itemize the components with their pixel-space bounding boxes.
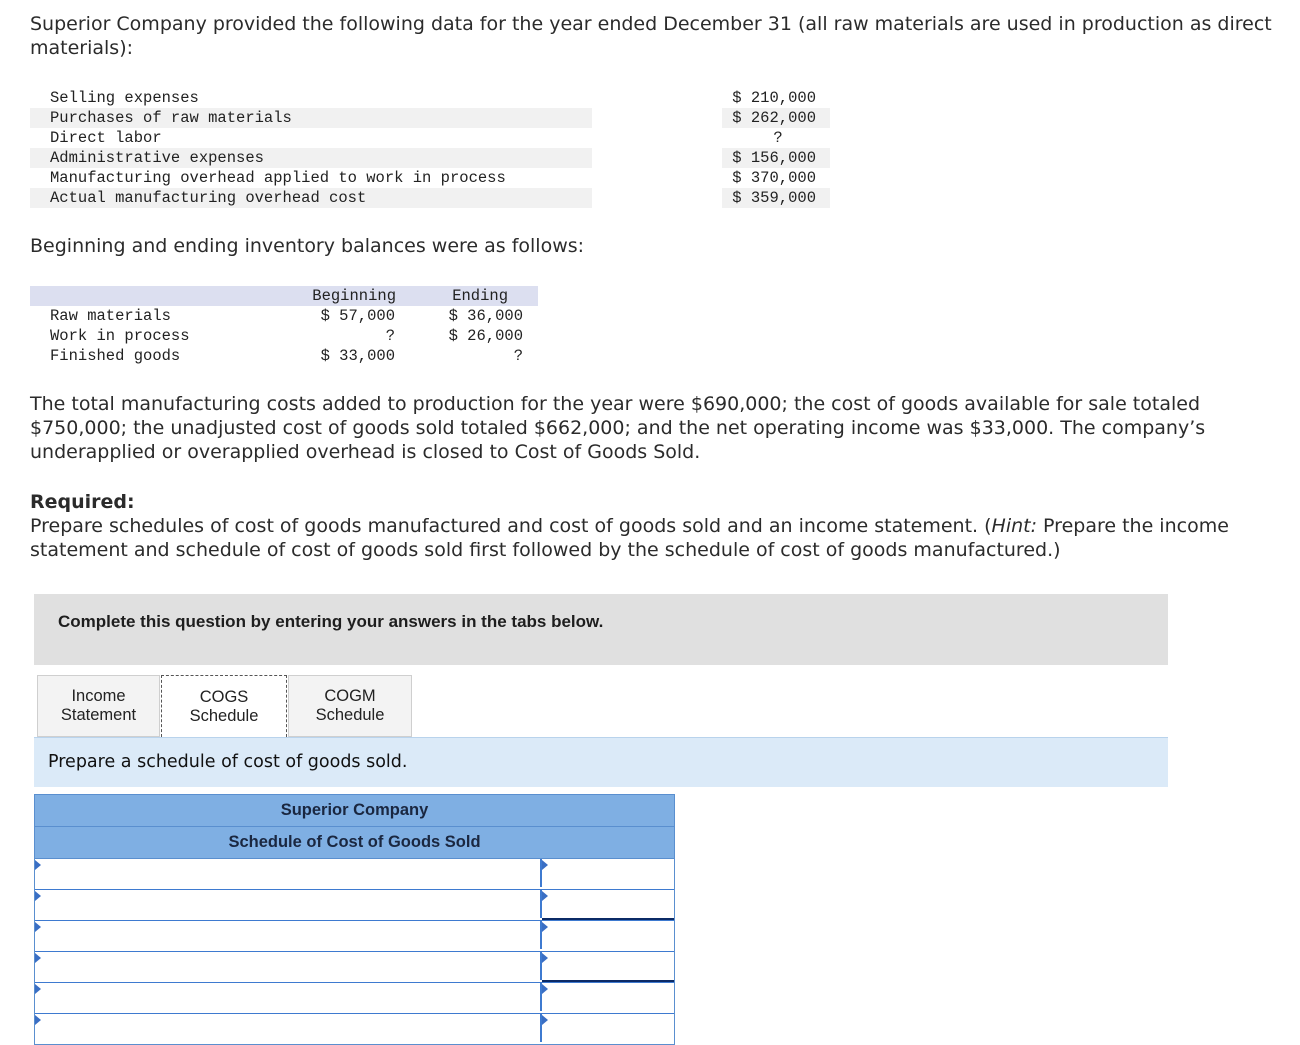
inventory-beginning: $ 57,000 bbox=[320, 307, 395, 325]
schedule-label-input[interactable] bbox=[35, 983, 542, 1011]
schedule-amount-input[interactable] bbox=[542, 859, 674, 887]
dropdown-marker-icon bbox=[35, 922, 41, 932]
tab-label: Statement bbox=[60, 706, 137, 724]
schedule-amount-input[interactable] bbox=[542, 983, 674, 1011]
required-section bbox=[30, 490, 1280, 562]
data-value: $ 156,000 bbox=[732, 149, 816, 167]
data-row bbox=[30, 188, 830, 208]
table-row bbox=[35, 983, 674, 1014]
dropdown-marker-icon bbox=[35, 891, 41, 901]
data-label: Selling expenses bbox=[50, 89, 199, 107]
dropdown-marker-icon bbox=[542, 953, 548, 963]
data-value: $ 262,000 bbox=[732, 109, 816, 127]
inventory-ending: ? bbox=[513, 347, 523, 365]
data-value: $ 210,000 bbox=[732, 89, 816, 107]
inventory-label: Work in process bbox=[50, 327, 190, 345]
banner-text: Complete this question by entering your answers in the tabs below. bbox=[58, 612, 604, 631]
data-row bbox=[30, 108, 830, 128]
data-row bbox=[30, 148, 830, 168]
inventory-ending: $ 26,000 bbox=[448, 327, 523, 345]
dropdown-marker-icon bbox=[542, 1015, 548, 1025]
dropdown-marker-icon bbox=[542, 922, 548, 932]
required-text-part: Prepare schedules of cost of goods manufactured and cost of goods sold and an income statement. ( bbox=[30, 515, 992, 537]
tab-label: COGS bbox=[199, 687, 249, 706]
data-row bbox=[30, 168, 830, 188]
required-label: Required: bbox=[30, 491, 135, 513]
schedule-company: Superior Company bbox=[35, 795, 674, 827]
hint-label: Hint: bbox=[991, 515, 1038, 537]
problem-paragraph: The total manufacturing costs added to production for the year were $690,000; the cost of goods available for sale totaled $750,000; the unadjusted cost of goods sold totaled $662,000; and the net operating income was $33,000. The company’s underapplied or overapplied overhead is closed to Cost of Goods Sold. bbox=[30, 393, 1206, 463]
schedule-label-input[interactable] bbox=[35, 921, 542, 949]
schedule-label-input[interactable] bbox=[35, 890, 542, 918]
data-row bbox=[30, 128, 830, 148]
data-value: ? bbox=[773, 129, 783, 147]
table-row bbox=[35, 952, 674, 983]
inventory-row bbox=[30, 346, 538, 366]
dropdown-marker-icon bbox=[35, 984, 41, 994]
inventory-row bbox=[30, 306, 538, 326]
schedule-label-input[interactable] bbox=[35, 859, 542, 887]
dropdown-marker-icon bbox=[542, 891, 548, 901]
tab-instruction: Prepare a schedule of cost of goods sold. bbox=[48, 752, 408, 772]
instructions-banner bbox=[34, 594, 1168, 665]
tab-label: COGM bbox=[324, 687, 376, 705]
cogs-schedule-table bbox=[34, 794, 675, 1045]
data-value: $ 370,000 bbox=[732, 169, 816, 187]
dropdown-marker-icon bbox=[35, 953, 41, 963]
inventory-intro: Beginning and ending inventory balances were as follows: bbox=[30, 235, 585, 257]
header-ending: Ending bbox=[452, 287, 508, 305]
dropdown-marker-icon bbox=[35, 860, 41, 870]
data-label: Administrative expenses bbox=[30, 148, 592, 168]
schedule-title: Schedule of Cost of Goods Sold bbox=[35, 827, 674, 859]
schedule-amount-input[interactable] bbox=[542, 1014, 674, 1042]
inventory-row bbox=[30, 326, 538, 346]
tab-cogm-schedule[interactable] bbox=[288, 675, 412, 737]
tab-label: Schedule bbox=[315, 706, 385, 724]
schedule-label-input[interactable] bbox=[35, 1014, 542, 1042]
inventory-table bbox=[30, 286, 538, 366]
data-label: Direct labor bbox=[50, 129, 162, 147]
header-beginning: Beginning bbox=[312, 287, 396, 305]
tab-cogs-schedule[interactable] bbox=[161, 675, 287, 737]
inventory-label: Finished goods bbox=[50, 347, 181, 365]
inventory-beginning: ? bbox=[385, 327, 395, 345]
tab-instruction-bar bbox=[34, 737, 1168, 787]
schedule-amount-input[interactable] bbox=[542, 890, 674, 920]
inventory-beginning: $ 33,000 bbox=[320, 347, 395, 365]
table-row bbox=[35, 859, 674, 890]
inventory-header bbox=[30, 286, 538, 306]
data-label: Actual manufacturing overhead cost bbox=[30, 188, 592, 208]
data-value: $ 359,000 bbox=[732, 189, 816, 207]
data-row bbox=[30, 88, 830, 108]
dropdown-marker-icon bbox=[35, 1015, 41, 1025]
required-text-part: Prepare the income statement and schedule of cost of goods sold first followed by the schedule of cost of goods manufactured.) bbox=[30, 515, 1229, 561]
dropdown-marker-icon bbox=[542, 860, 548, 870]
cost-data-table bbox=[30, 88, 830, 208]
tab-label: Schedule bbox=[189, 706, 259, 725]
data-label: Manufacturing overhead applied to work in process bbox=[50, 169, 506, 187]
required-text bbox=[30, 514, 1280, 562]
tab-income-statement[interactable] bbox=[37, 675, 160, 737]
schedule-amount-input[interactable] bbox=[542, 952, 674, 982]
data-label: Purchases of raw materials bbox=[30, 108, 592, 128]
inventory-label: Raw materials bbox=[50, 307, 171, 325]
intro-text: Superior Company provided the following data for the year ended December 31 (all raw materials are used in production as direct materials): bbox=[30, 13, 1272, 59]
table-row bbox=[35, 890, 674, 921]
inventory-ending: $ 36,000 bbox=[448, 307, 523, 325]
schedule-label-input[interactable] bbox=[35, 952, 542, 980]
table-row bbox=[35, 921, 674, 952]
tab-label: Income bbox=[71, 687, 126, 705]
schedule-amount-input[interactable] bbox=[542, 921, 674, 949]
table-row bbox=[35, 1014, 674, 1044]
dropdown-marker-icon bbox=[542, 984, 548, 994]
